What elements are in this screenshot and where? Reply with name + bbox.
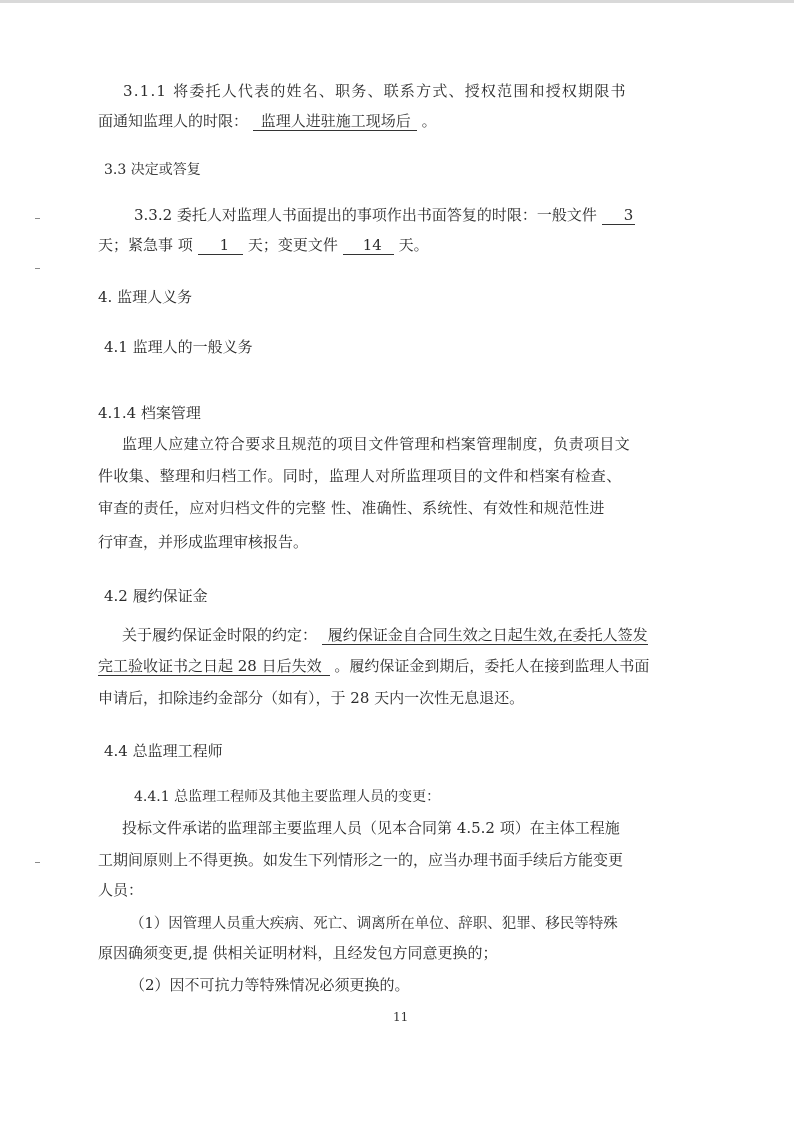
heading-4: 4. 监理人义务 [98,288,193,306]
para-4-2-line-1 [122,625,648,645]
list-item-1-line-1: （1）因管理人员重大疾病、死亡、调离所在单位、辞职、犯罪、移民等特殊 [130,916,618,932]
para-4-1-4-line-4: 行审查，并形成监理审核报告。 [98,533,309,551]
clause-3-1-1-line-2 [98,111,437,131]
bond-term-suffix: 。履约保证金到期后，委托人在接到监理人书面 [334,657,650,675]
heading-4-4: 4.4 总监理工程师 [104,742,223,760]
urgent-label: 天；紧急事 项 [98,236,193,254]
clause-3-3-2-fill-general: 3 [602,207,636,225]
scan-edge [0,0,794,3]
scan-speck [35,268,40,269]
heading-3-3: 3.3 决定或答复 [104,162,201,178]
page-number: 11 [393,1010,409,1024]
clause-3-1-1-prefix: 面通知监理人的时限： [98,112,249,130]
heading-4-1-4: 4.1.4 档案管理 [98,404,201,422]
para-4-1-4-line-1: 监理人应建立符合要求且规范的项目文件管理和档案管理制度，负责项目文 [122,435,631,453]
para-4-2-line-3: 申请后，扣除违约金部分（如有），于 28 天内一次性无息退还。 [98,689,525,707]
para-4-4-1-line-2: 工期间原则上不得更换。如发生下列情形之一的，应当办理书面手续后方能变更 [98,851,624,869]
clause-3-3-2-fill-change: 14 [343,237,394,255]
clause-3-3-2-line-1 [134,205,635,225]
clause-3-3-2-text: 3.3.2 委托人对监理人书面提出的事项作出书面答复的时限：一般文件 [134,206,597,224]
bond-term-label: 关于履约保证金时限的约定： [122,626,318,644]
change-label: 天；变更文件 [247,236,338,254]
para-4-4-1-line-3: 人员： [98,881,144,899]
para-4-1-4-line-2: 件收集、整理和归档工作。同时，监理人对所监理项目的文件和档案有检查、 [98,467,622,485]
list-item-1-line-2: 原因确须变更,提 供相关证明材料，且经发包方同意更换的； [98,944,498,962]
clause-3-3-2-fill-urgent: 1 [198,237,244,255]
clause-3-3-2-suffix: 天。 [398,236,429,254]
heading-4-2: 4.2 履约保证金 [104,587,208,605]
scan-speck [35,218,40,219]
para-4-2-line-2 [98,656,649,676]
para-4-1-4-line-3: 审查的责任，应对归档文件的完整 性、准确性、系统性、有效性和规范性进 [98,499,605,517]
clause-3-1-1-suffix: 。 [421,112,437,130]
para-4-4-1-line-1: 投标文件承诺的监理部主要监理人员（见本合同第 4.5.2 项）在主体工程施 [122,819,620,837]
bond-term-fill-1: 履约保证金自合同生效之日起生效,在委托人签发 [322,627,648,645]
clause-3-3-2-line-2 [98,235,429,255]
clause-3-1-1-line-1: 3.1.1 将委托人代表的姓名、职务、联系方式、授权范围和授权期限书 [123,82,627,100]
clause-4-4-1: 4.4.1 总监理工程师及其他主要监理人员的变更： [134,789,441,805]
scan-speck [35,862,40,863]
list-item-2: （2）因不可抗力等特殊情况必须更换的。 [130,976,410,994]
clause-3-1-1-fill: 监理人进驻施工现场后 [253,113,417,131]
bond-term-fill-2: 完工验收证书之日起 28 日后失效 [98,658,330,676]
heading-4-1: 4.1 监理人的一般义务 [104,338,253,356]
